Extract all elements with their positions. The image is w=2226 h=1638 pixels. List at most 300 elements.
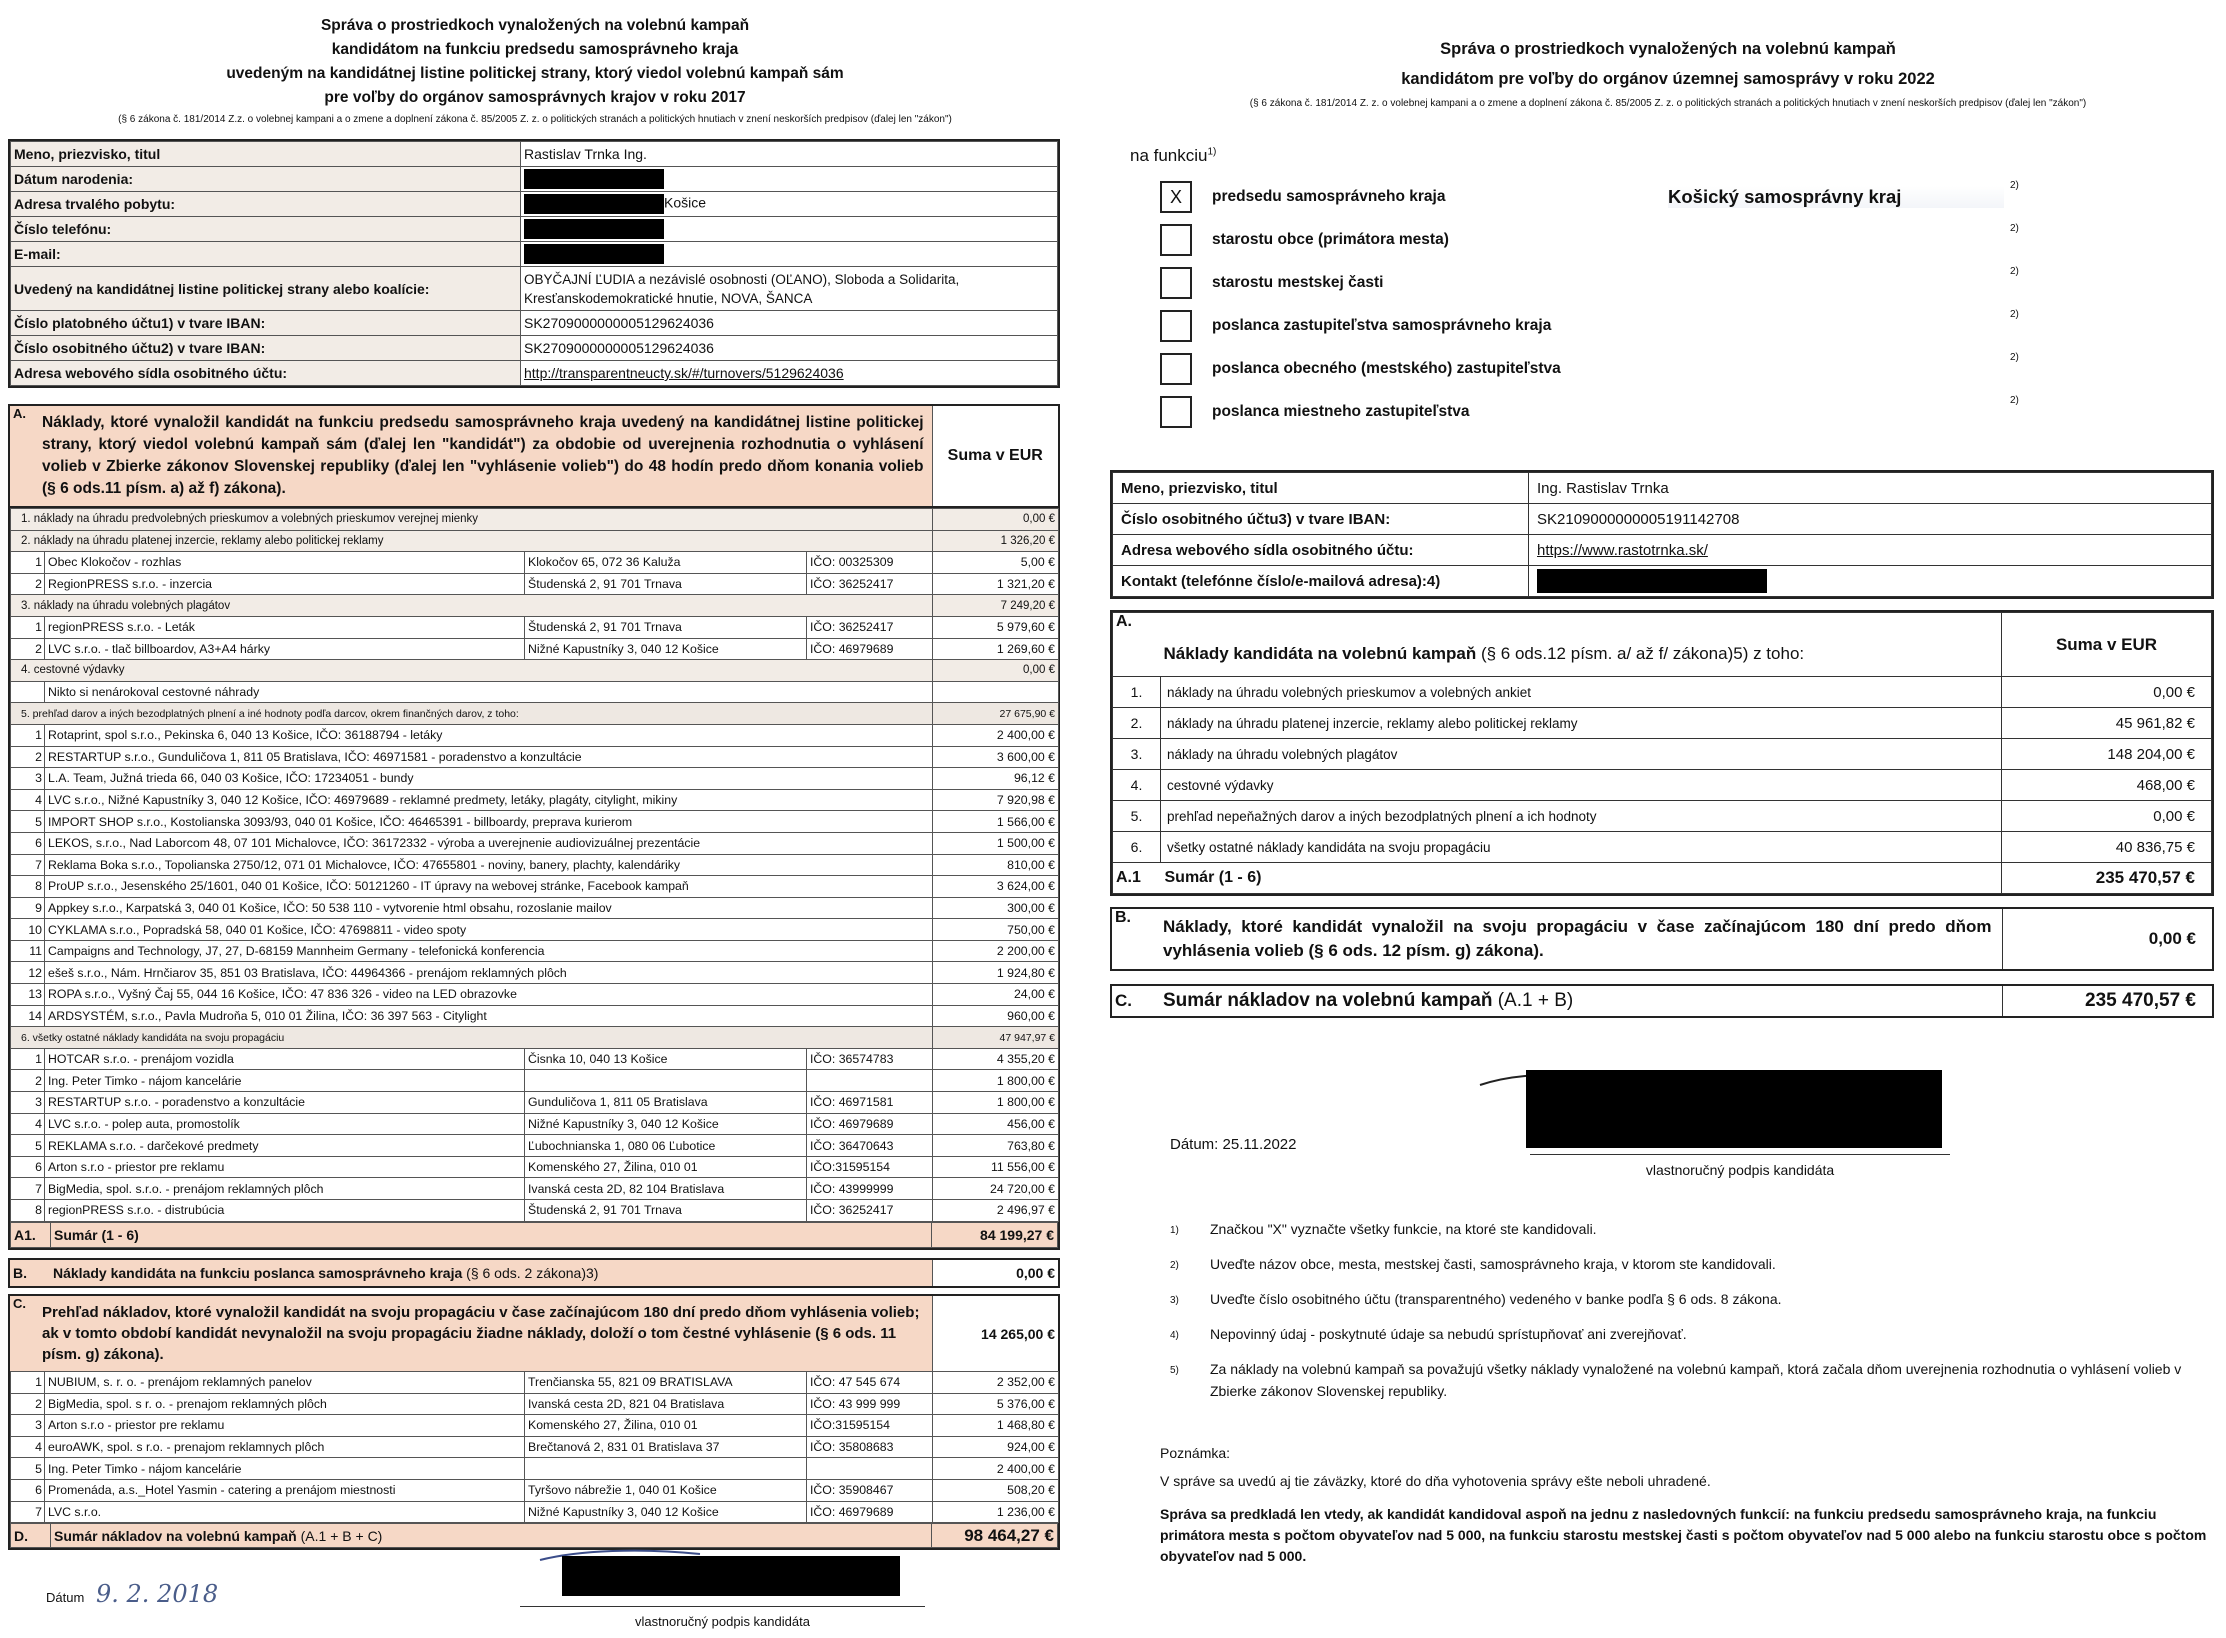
row-number: 2 xyxy=(11,573,45,595)
item-amount: 1 321,20 € xyxy=(933,573,1059,595)
info-value: Košice xyxy=(664,194,707,211)
a1-summary-row xyxy=(11,1222,1058,1247)
info-value: OBYČAJNÍ ĽUDIA a nezávislé osobnosti (OĽANO), Sloboda a Solidarita, Kresťanskodemokratické hnutie, NOVA, ŠANCA xyxy=(521,267,1058,311)
footnote xyxy=(1170,1218,2200,1242)
function-checkbox[interactable] xyxy=(1160,267,1192,299)
expense-row xyxy=(11,789,1059,811)
signature-line xyxy=(520,1606,925,1607)
info-key: Číslo osobitného účtu3) v tvare IBAN: xyxy=(1113,504,1529,535)
item-amount: 508,20 € xyxy=(933,1479,1059,1501)
info-key: Číslo telefónu: xyxy=(11,217,521,242)
c-label: C. xyxy=(1115,991,1132,1010)
row-number: 8 xyxy=(11,876,45,898)
b-value: 0,00 € xyxy=(932,1260,1058,1286)
item-address: Nižné Kapustníky 3, 040 12 Košice xyxy=(525,638,807,660)
item-description: RESTARTUP s.r.o. - poradenstvo a konzultácie xyxy=(45,1092,525,1114)
c-expense-row xyxy=(11,1479,1059,1501)
cost-row xyxy=(1113,708,2212,739)
cost-amount: 148 204,00 € xyxy=(2002,739,2212,770)
item-amount: 810,00 € xyxy=(933,854,1059,876)
row-number: 10 xyxy=(11,919,45,941)
signature-line xyxy=(1530,1154,1950,1155)
info-row xyxy=(11,336,1058,361)
law-reference: (§ 6 zákona č. 181/2014 Z. z. o volebnej kampani a o zmene a doplnení zákona č. 85/2005 Z. z. o politických stranách a politických hnutiach v znení neskorších predpisov (ďalej len "zákon") xyxy=(1249,98,2087,109)
expense-row xyxy=(11,1113,1059,1135)
category-total: 27 675,90 € xyxy=(933,703,1059,725)
row-number: 11 xyxy=(11,940,45,962)
b-text: Náklady, ktoré kandidát vynaložil na svoju propagáciu v čase začínajúcom 180 dní predo dňom vyhlásenia volieb (§ 6 ods. 12 písm. g) zákona). xyxy=(1163,917,1992,960)
account-link[interactable]: http://transparentneucty.sk/#/turnovers/5129624036 xyxy=(524,365,844,381)
row-number: 5. xyxy=(1113,801,1161,832)
row-number: 9 xyxy=(11,897,45,919)
item-amount: 5,00 € xyxy=(933,552,1059,574)
item-description: HOTCAR s.r.o. - prenájom vozidla xyxy=(45,1048,525,1070)
footnote xyxy=(1170,1288,2200,1312)
function-checkbox[interactable] xyxy=(1160,353,1192,385)
item-amount: 1 468,80 € xyxy=(933,1415,1059,1437)
row-number: 14 xyxy=(11,1005,45,1027)
row-number: 4 xyxy=(11,1113,45,1135)
redaction-bar xyxy=(524,194,664,214)
item-description: LVC s.r.o. - polep auta, promostolík xyxy=(45,1113,525,1135)
info-row xyxy=(11,311,1058,336)
expense-row xyxy=(11,919,1059,941)
remark-bold: Správa sa predkladá len vtedy, ak kandidát kandidoval aspoň na jednu z nasledovných funkcií: na funkciu predsedu samosprávneho kraja, na funkciu primátora mesta s počtom obyvateľov nad 5 000, na funkciu starostu mestskej časti s počtom obyvateľov nad 5 000 alebo na funkciu starostu obce s počtom obyvateľov nad 5 000. xyxy=(1160,1506,2207,1564)
d-text: Sumár nákladov na volebnú kampaň xyxy=(54,1527,297,1544)
c-expense-row xyxy=(11,1501,1059,1523)
item-description: BigMedia, spol. s r. o. - prenajom reklamných plôch xyxy=(45,1393,525,1415)
item-address: Čisnka 10, 040 13 Košice xyxy=(525,1048,807,1070)
footnote-ref: 2) xyxy=(2010,395,2019,406)
function-region: Košický samosprávny kraj xyxy=(1668,186,2004,208)
title-line: pre voľby do orgánov samosprávnych krajov v roku 2017 xyxy=(324,89,746,106)
expense-row xyxy=(11,530,1059,552)
item-amount: 1 269,60 € xyxy=(933,638,1059,660)
d-label: D. xyxy=(11,1524,51,1548)
info-row xyxy=(1113,504,2212,535)
function-name: starostu obce (primátora mesta) xyxy=(1212,231,1449,248)
function-checkbox[interactable] xyxy=(1160,310,1192,342)
expense-row xyxy=(11,1200,1059,1222)
report-2022-title xyxy=(1110,34,2226,112)
function-option xyxy=(1160,395,2019,429)
item-amount: 24,00 € xyxy=(933,984,1059,1006)
a1-label: A1. xyxy=(11,1222,51,1247)
expense-row xyxy=(11,984,1059,1006)
footnote-marker: 5) xyxy=(1170,1365,1179,1376)
cost-description: prehľad nepeňažných darov a iných bezodplatných plnení a ich hodnoty xyxy=(1161,801,2002,832)
section-a-header xyxy=(8,404,1060,508)
row-number xyxy=(11,681,45,703)
category-total: 0,00 € xyxy=(933,509,1059,531)
signature-caption: vlastnoručný podpis kandidáta xyxy=(1645,1162,1835,1178)
c-text: Sumár nákladov na volebnú kampaň xyxy=(1163,990,1493,1011)
item-description: BigMedia, spol. s.r.o. - prenájom reklamných plôch xyxy=(45,1178,525,1200)
info-row xyxy=(11,142,1058,167)
row-number: 1 xyxy=(11,724,45,746)
info-key: E-mail: xyxy=(11,242,521,267)
expense-row xyxy=(11,1070,1059,1092)
section-b xyxy=(8,1258,1060,1288)
category-label: 3. náklady na úhradu volebných plagátov xyxy=(11,595,933,617)
expense-row xyxy=(11,595,1059,617)
footnote xyxy=(1170,1323,2200,1347)
title-line: kandidátom pre voľby do orgánov územnej samosprávy v roku 2022 xyxy=(1401,70,1935,88)
function-sup: 1) xyxy=(1207,146,1217,158)
item-amount: 3 624,00 € xyxy=(933,876,1059,898)
info-row xyxy=(1113,535,2212,566)
item-amount: 24 720,00 € xyxy=(933,1178,1059,1200)
cost-row xyxy=(1113,832,2212,863)
candidate-info-table-2022 xyxy=(1110,470,2214,599)
item-description: LVC s.r.o. - tlač billboardov, A3+A4 hárky xyxy=(45,638,525,660)
row-number: 1 xyxy=(11,616,45,638)
section-a-text: Náklady, ktoré vynaložil kandidát na funkciu predsedu samosprávneho kraja uvedený na kandidátnej listine politickej strany, ktorý viedol volebnú kampaň sám (ďalej len "kandidát") za obdobie od uverejnenia rozhodnutia o vyhlásení volieb v Zbierke zákonov Slovenskej republiky (ďalej len "vyhlásenie volieb") do 48 hodín predo dňom konania volieb (§ 6 ods.11 písm. a) až f) zákona). xyxy=(34,406,932,506)
category-total: 1 326,20 € xyxy=(933,530,1059,552)
item-address: Brečtanová 2, 831 01 Bratislava 37 xyxy=(525,1436,807,1458)
cost-amount: 0,00 € xyxy=(2002,801,2212,832)
function-name: predsedu samosprávneho kraja xyxy=(1212,188,1446,205)
section-a-2022 xyxy=(1110,610,2214,896)
item-address: Študenská 2, 91 701 Trnava xyxy=(525,573,807,595)
item-amount: 1 500,00 € xyxy=(933,832,1059,854)
row-number: 7 xyxy=(11,1501,45,1523)
c-expense-row xyxy=(11,1393,1059,1415)
function-name: poslanca obecného (mestského) zastupiteľstva xyxy=(1212,360,1561,377)
category-label: 5. prehľad darov a iných bezodplatných plnení a iné hodnoty podľa darcov, okrem finančných darov, z toho: xyxy=(11,703,933,725)
item-amount: 960,00 € xyxy=(933,1005,1059,1027)
expense-row xyxy=(11,616,1059,638)
expense-row xyxy=(11,573,1059,595)
expense-row xyxy=(11,724,1059,746)
item-description: Rotaprint, spol s.r.o., Pekinska 6, 040 13 Košice, IČO: 36188794 - letáky xyxy=(45,724,933,746)
title-line: Správa o prostriedkoch vynaložených na volebnú kampaň xyxy=(320,17,750,34)
expense-row xyxy=(11,660,1059,682)
item-address: Klokočov 65, 072 36 Kaluža xyxy=(525,552,807,574)
item-description: Ing. Peter Timko - nájom kancelárie xyxy=(45,1070,525,1092)
redaction-bar xyxy=(524,244,664,264)
row-number: 13 xyxy=(11,984,45,1006)
cost-amount: 0,00 € xyxy=(2002,677,2212,708)
row-number: 6 xyxy=(11,1479,45,1501)
c-ref: (A.1 + B) xyxy=(1497,990,1574,1011)
info-key: Kontakt (telefónne číslo/e-mailová adresa):4) xyxy=(1113,566,1529,597)
website-link[interactable]: https://www.rastotrnka.sk/ xyxy=(1537,541,1708,559)
cost-amount: 468,00 € xyxy=(2002,770,2212,801)
report-2022 xyxy=(1110,0,2226,1638)
expense-row xyxy=(11,940,1059,962)
function-checkbox[interactable] xyxy=(1160,396,1192,428)
b-value: 0,00 € xyxy=(2002,909,2212,969)
a1-text: Sumár (1 - 6) xyxy=(51,1222,932,1247)
item-description: LEKOS, s.r.o., Nad Laborcom 48, 07 101 Michalovce, IČO: 36172332 - výroba a uverejnenie audiovizuálnej prezentácie xyxy=(45,832,933,854)
expense-row xyxy=(11,811,1059,833)
row-number: 2 xyxy=(11,1393,45,1415)
b-text: Náklady kandidáta na funkciu poslanca samosprávneho kraja xyxy=(53,1265,463,1281)
expense-row xyxy=(11,768,1059,790)
a1-text: Sumár (1 - 6) xyxy=(1161,863,2002,894)
row-number: 1 xyxy=(11,1372,45,1394)
info-key: Uvedený na kandidátnej listine politickej strany alebo koalície: xyxy=(11,267,521,311)
expense-row xyxy=(11,1092,1059,1114)
signature-caption: vlastnoručný podpis kandidáta xyxy=(635,1614,810,1629)
title-line: kandidátom na funkciu predsedu samosprávneho kraja xyxy=(331,41,739,58)
cost-row xyxy=(1113,801,2212,832)
row-number: 3. xyxy=(1113,739,1161,770)
item-description: Arton s.r.o - priestor pre reklamu xyxy=(45,1156,525,1178)
item-ico: IČO: 46979689 xyxy=(807,1113,933,1135)
redaction-bar xyxy=(524,169,664,189)
row-number: 3 xyxy=(11,1415,45,1437)
function-option xyxy=(1160,223,2019,257)
function-checkbox[interactable]: X xyxy=(1160,181,1192,213)
expense-row xyxy=(11,1178,1059,1200)
item-address: Ivanská cesta 2D, 821 04 Bratislava xyxy=(525,1393,807,1415)
item-ico: IČO: 46971581 xyxy=(807,1092,933,1114)
cost-description: náklady na úhradu platenej inzercie, reklamy alebo politickej reklamy xyxy=(1161,708,2002,739)
category-total: 0,00 € xyxy=(933,660,1059,682)
item-ico: IČO: 36470643 xyxy=(807,1135,933,1157)
info-key: Adresa webového sídla osobitného účtu: xyxy=(1113,535,1529,566)
c-expense-row xyxy=(11,1436,1059,1458)
item-ico: IČO: 46979689 xyxy=(807,1501,933,1523)
cost-row xyxy=(1113,677,2212,708)
expense-row xyxy=(11,552,1059,574)
row-number: 5 xyxy=(11,1458,45,1480)
item-amount: 2 352,00 € xyxy=(933,1372,1059,1394)
category-label: 1. náklady na úhradu predvolebných prieskumov a volebných prieskumov verejnej mienky xyxy=(11,509,933,531)
item-amount: 2 400,00 € xyxy=(933,1458,1059,1480)
expense-row xyxy=(11,876,1059,898)
item-ico: IČO:31595154 xyxy=(807,1415,933,1437)
info-value: SK2109000000005191142708 xyxy=(1529,504,2212,535)
footnote-text: Uveďte číslo osobitného účtu (transparentného) vedeného v banke podľa § 6 ods. 8 zákona. xyxy=(1210,1291,1782,1307)
cost-amount: 40 836,75 € xyxy=(2002,832,2212,863)
category-label: 4. cestovné výdavky xyxy=(11,660,933,682)
item-amount: 750,00 € xyxy=(933,919,1059,941)
item-amount: 1 800,00 € xyxy=(933,1070,1059,1092)
function-label xyxy=(1130,146,1216,166)
redaction-bar xyxy=(524,219,664,239)
item-amount: 96,12 € xyxy=(933,768,1059,790)
item-description: euroAWK, spol. s r.o. - prenajom reklamnych plôch xyxy=(45,1436,525,1458)
footnote xyxy=(1170,1358,2200,1402)
item-ico: IČO: 36252417 xyxy=(807,1200,933,1222)
item-ico: IČO: 47 545 674 xyxy=(807,1372,933,1394)
item-description: regionPRESS s.r.o. - distrubúcia xyxy=(45,1200,525,1222)
item-description: ROPA s.r.o., Vyšný Čaj 55, 044 16 Košice, IČO: 47 836 326 - video na LED obrazovke xyxy=(45,984,933,1006)
category-total: 7 249,20 € xyxy=(933,595,1059,617)
item-description: Ing. Peter Timko - nájom kancelárie xyxy=(45,1458,525,1480)
cost-description: náklady na úhradu volebných prieskumov a volebných ankiet xyxy=(1161,677,2002,708)
row-number: 12 xyxy=(11,962,45,984)
row-number: 1. xyxy=(1113,677,1161,708)
item-address xyxy=(525,1458,807,1480)
section-c-2022 xyxy=(1110,984,2214,1018)
item-address: Študenská 2, 91 701 Trnava xyxy=(525,1200,807,1222)
item-address: Gunduličova 1, 811 05 Bratislava xyxy=(525,1092,807,1114)
item-description: ešeš s.r.o., Nám. Hrnčiarov 35, 851 03 Bratislava, IČO: 44964366 - prenájom reklamných plôch xyxy=(45,962,933,984)
row-number: 6. xyxy=(1113,832,1161,863)
expense-row xyxy=(11,832,1059,854)
item-address: Nižné Kapustníky 3, 040 12 Košice xyxy=(525,1113,807,1135)
item-amount xyxy=(933,681,1059,703)
function-name: starostu mestskej časti xyxy=(1212,274,1384,291)
a-label: A. xyxy=(1113,613,1161,677)
function-checkbox[interactable] xyxy=(1160,224,1192,256)
remark-title: Poznámka: xyxy=(1160,1445,1231,1461)
item-address: Ľubochnianska 1, 080 06 Ľubotice xyxy=(525,1135,807,1157)
row-number: 4. xyxy=(1113,770,1161,801)
item-description: RESTARTUP s.r.o., Gunduličova 1, 811 05 Bratislava, IČO: 46971581 - poradenstvo a konzultácie xyxy=(45,746,933,768)
info-key: Adresa trvalého pobytu: xyxy=(11,192,521,217)
a1-value: 235 470,57 € xyxy=(2002,863,2212,894)
info-row xyxy=(11,192,1058,217)
footnote-marker: 4) xyxy=(1170,1330,1179,1341)
info-row xyxy=(11,167,1058,192)
item-description: LVC s.r.o. xyxy=(45,1501,525,1523)
item-description: Obec Klokočov - rozhlas xyxy=(45,552,525,574)
item-description: Promenáda, a.s._Hotel Yasmin - catering a prenájom miestnosti xyxy=(45,1479,525,1501)
remark-block xyxy=(1160,1442,2210,1567)
info-value: Ing. Rastislav Trnka xyxy=(1529,473,2212,504)
section-b-2022 xyxy=(1110,907,2214,971)
c-expense-row xyxy=(11,1458,1059,1480)
item-description: NUBIUM, s. r. o. - prenájom reklamných panelov xyxy=(45,1372,525,1394)
footnotes xyxy=(1170,1218,2200,1413)
date-text: Dátum: 25.11.2022 xyxy=(1170,1136,1297,1153)
item-ico: IČO:31595154 xyxy=(807,1156,933,1178)
item-ico: IČO: 43999999 xyxy=(807,1178,933,1200)
footnote-text: Nepovinný údaj - poskytnuté údaje sa nebudú sprístupňovať ani zverejňovať. xyxy=(1210,1326,1687,1342)
info-key: Meno, priezvisko, titul xyxy=(11,142,521,167)
item-amount: 1 800,00 € xyxy=(933,1092,1059,1114)
item-address xyxy=(525,1070,807,1092)
info-value: SK2709000000005129624036 xyxy=(521,311,1058,336)
item-ico: IČO: 46979689 xyxy=(807,638,933,660)
item-ico: IČO: 35808683 xyxy=(807,1436,933,1458)
report-2017 xyxy=(0,0,1090,1638)
c-text: Prehľad nákladov, ktoré vynaložil kandidát na svoju propagáciu v čase začínajúcom 180 dní predo dňom vyhlásenia volieb; ak v tomto období kandidát nevynaložil na svoju propagáciu žiadne náklady, doloží o tom čestné vyhlásenie (§ 6 ods. 11 písm. g) zákona). xyxy=(34,1296,932,1371)
item-amount: 7 920,98 € xyxy=(933,789,1059,811)
c-value: 14 265,00 € xyxy=(932,1296,1058,1371)
row-number: 3 xyxy=(11,768,45,790)
title-line: uvedeným na kandidátnej listine politickej strany, ktorý viedol volebnú kampaň sám xyxy=(226,65,844,82)
function-option xyxy=(1160,266,2019,300)
function-label-text: na funkciu xyxy=(1130,146,1208,165)
function-option xyxy=(1160,180,2019,214)
row-number: 2 xyxy=(11,638,45,660)
info-key: Meno, priezvisko, titul xyxy=(1113,473,1529,504)
row-number: 3 xyxy=(11,1092,45,1114)
item-description: Arton s.r.o - priestor pre reklamu xyxy=(45,1415,525,1437)
item-amount: 2 400,00 € xyxy=(933,724,1059,746)
footnote-marker: 1) xyxy=(1170,1225,1179,1236)
item-address: Ivanská cesta 2D, 82 104 Bratislava xyxy=(525,1178,807,1200)
footnote-text: Za náklady na volebnú kampaň sa považujú všetky náklady vynaložené na volebnú kampaň, ktorá začala dňom uverejnenia rozhodnutia o vyhlásení volieb v Zbierke zákonov Slovenskej republiky. xyxy=(1210,1361,2182,1399)
item-ico: IČO: 36252417 xyxy=(807,573,933,595)
footnote-marker: 3) xyxy=(1170,1295,1179,1306)
item-amount: 924,00 € xyxy=(933,1436,1059,1458)
b-label: B. xyxy=(1115,909,1131,926)
item-description: Appkey s.r.o., Karpatská 3, 040 01 Košice, IČO: 50 538 110 - vytvorenie html obsahu, rozoslanie mailov xyxy=(45,897,933,919)
info-key: Dátum narodenia: xyxy=(11,167,521,192)
cost-row xyxy=(1113,770,2212,801)
info-row xyxy=(1113,473,2212,504)
info-row xyxy=(11,217,1058,242)
info-key: Číslo osobitného účtu2) v tvare IBAN: xyxy=(11,336,521,361)
row-number: 8 xyxy=(11,1200,45,1222)
row-number: 7 xyxy=(11,1178,45,1200)
b-label: B. xyxy=(10,1260,50,1286)
footnote-text: Značkou "X" vyznačte všetky funkcie, na ktoré ste kandidovali. xyxy=(1210,1221,1597,1237)
item-amount: 2 200,00 € xyxy=(933,940,1059,962)
footnote-ref: 2) xyxy=(2010,266,2019,277)
row-number: 4 xyxy=(11,1436,45,1458)
expense-row xyxy=(11,962,1059,984)
item-ico: IČO: 43 999 999 xyxy=(807,1393,933,1415)
expense-row xyxy=(11,1005,1059,1027)
footnote-ref: 2) xyxy=(2010,309,2019,320)
row-number: 5 xyxy=(11,1135,45,1157)
d-ref: (A.1 + B + C) xyxy=(300,1527,383,1544)
category-label: 6. všetky ostatné náklady kandidáta na svoju propagáciu xyxy=(11,1027,933,1049)
row-number: 1 xyxy=(11,552,45,574)
info-value: SK2709000000005129624036 xyxy=(521,336,1058,361)
a-text: Náklady kandidáta na volebnú kampaň xyxy=(1163,643,1477,663)
item-ico xyxy=(807,1458,933,1480)
footnote-ref: 2) xyxy=(2010,352,2019,363)
item-description: LVC s.r.o., Nižné Kapustníky 3, 040 12 Košice, IČO: 46979689 - reklamné predmety, letáky, plagáty, citylight, mikiny xyxy=(45,789,933,811)
info-row xyxy=(11,267,1058,311)
item-description: Campaigns and Technology, J7, 27, D-68159 Mannheim Germany - telefonická konferencia xyxy=(45,940,933,962)
item-description: RegionPRESS s.r.o. - inzercia xyxy=(45,573,525,595)
a1-label: A.1 xyxy=(1113,863,1161,894)
a1-value: 84 199,27 € xyxy=(932,1222,1058,1247)
c-expense-row xyxy=(11,1372,1059,1394)
item-amount: 11 556,00 € xyxy=(933,1156,1059,1178)
category-label: 2. náklady na úhradu platenej inzercie, reklamy alebo politickej reklamy xyxy=(11,530,933,552)
expense-row xyxy=(11,746,1059,768)
item-amount: 456,00 € xyxy=(933,1113,1059,1135)
item-address: Tyršovo nábrežie 1, 040 01 Košice xyxy=(525,1479,807,1501)
handwritten-date: 9. 2. 2018 xyxy=(96,1580,219,1608)
b-ref: (§ 6 ods. 2 zákona)3) xyxy=(466,1265,599,1281)
row-number: 2. xyxy=(1113,708,1161,739)
item-description: ARDSYSTÉM, s.r.o., Pavla Mudroňa 5, 010 01 Žilina, IČO: 36 397 563 - Citylight xyxy=(45,1005,933,1027)
item-amount: 1 566,00 € xyxy=(933,811,1059,833)
item-amount: 1 924,80 € xyxy=(933,962,1059,984)
expense-row xyxy=(11,703,1059,725)
info-row xyxy=(11,242,1058,267)
item-description: Reklama Boka s.r.o., Topolianska 2750/12, 071 01 Michalovce, IČO: 47655801 - noviny, banery, plachty, kalendáriky xyxy=(45,854,933,876)
footnote-ref: 2) xyxy=(2010,180,2019,191)
contact-redaction xyxy=(1537,569,1767,593)
sum-header: Suma v EUR xyxy=(932,406,1058,506)
a1-summary-row xyxy=(1113,863,2212,894)
signature-redaction xyxy=(562,1556,900,1596)
info-key: Číslo platobného účtu1) v tvare IBAN: xyxy=(11,311,521,336)
a-ref: (§ 6 ods.12 písm. a/ až f/ zákona)5) z toho: xyxy=(1480,643,1805,663)
row-number: 5 xyxy=(11,811,45,833)
footnote-text: Uveďte názov obce, mesta, mestskej časti, samosprávneho kraja, v ktorom ste kandidovali. xyxy=(1210,1256,1776,1272)
item-amount: 4 355,20 € xyxy=(933,1048,1059,1070)
remark-line: V správe sa uvedú aj tie záväzky, ktoré do dňa vyhotovenia správy ešte neboli uhradené. xyxy=(1160,1473,1711,1489)
info-key: Adresa webového sídla osobitného účtu: xyxy=(11,361,521,386)
item-address: Komenského 27, Žilina, 010 01 xyxy=(525,1415,807,1437)
info-row xyxy=(1113,566,2212,597)
expense-row xyxy=(11,1048,1059,1070)
